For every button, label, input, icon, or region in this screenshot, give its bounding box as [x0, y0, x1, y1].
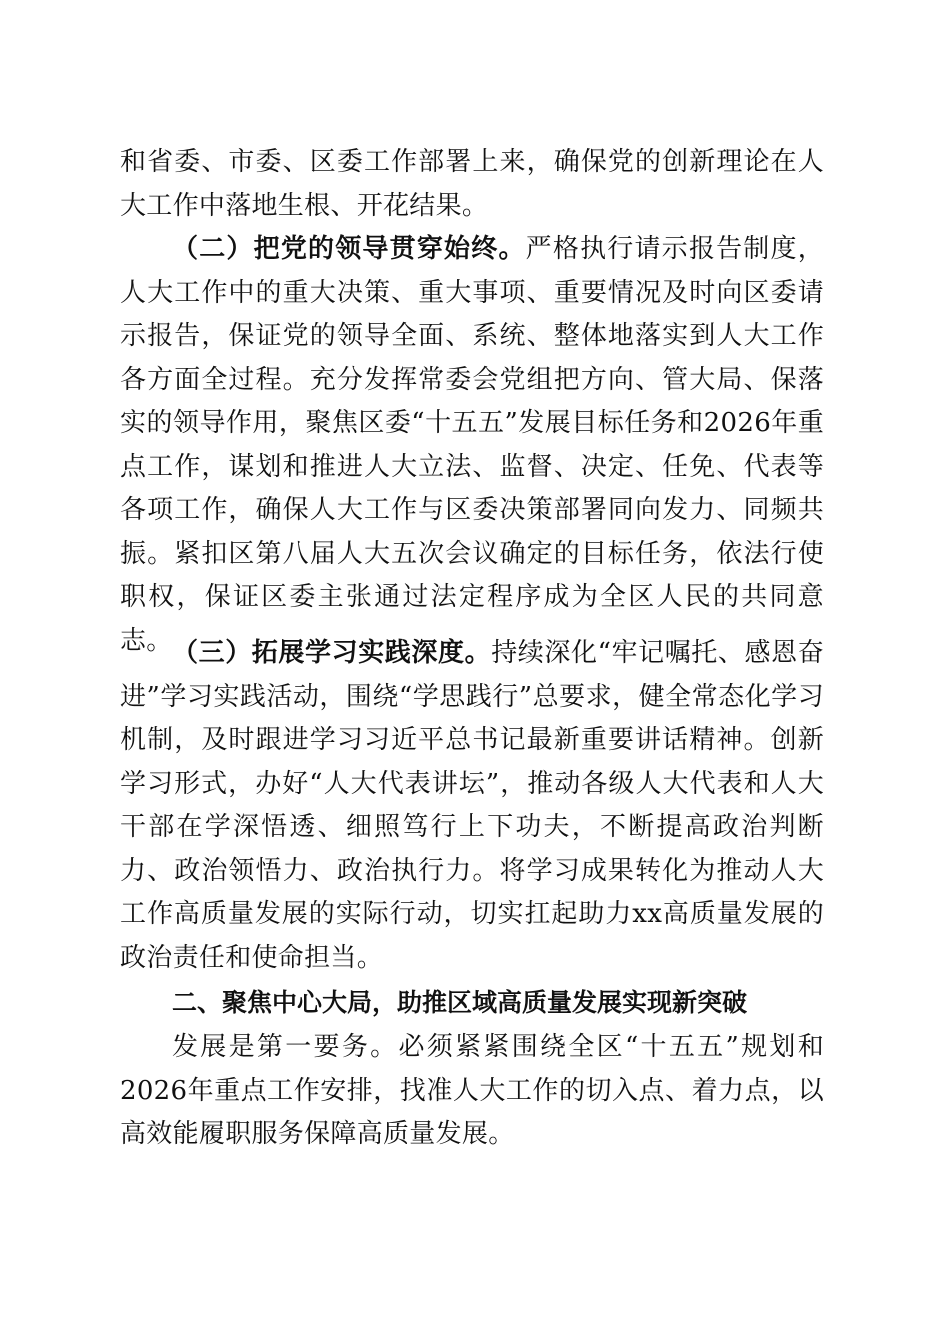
- paragraph-lead-title: （二）把党的领导贯穿始终。: [172, 234, 526, 264]
- paragraph-text: 严格执行请示报告制度，人大工作中的重大决策、重大事项、重要情况及时向区委请示报告，保证党的领导全面、系统、整体地落实到人大工作各方面全过程。充分发挥常委会党组把方向、管大局、保落实的领导作用，聚焦区委“十五五”发展目标任务和2026年重点工作，谋划和推进人大立法、监督、决定、任免、代表等各项工作，确保人大工作与区委决策部署同向发力、同频共振。紧扣区第八届人大五次会议确定的目标任务，依法行使职权，保证区委主张通过法定程序成为全区人民的共同意志。: [120, 234, 824, 656]
- paragraph-continuation: [120, 141, 824, 228]
- paragraph-text: 和省委、市委、区委工作部署上来，确保党的创新理论在人大工作中落地生根、开花结果。: [120, 147, 824, 221]
- paragraph-development: [120, 1026, 824, 1157]
- paragraph-text: 持续深化“牢记嘱托、感恩奋进”学习实践活动，围绕“学思践行”总要求，健全常态化学习机制，及时跟进学习习近平总书记最新重要讲话精神。创新学习形式，办好“人大代表讲坛”，推动各级人大代表和人大干部在学深悟透、细照笃行上下功夫，不断提高政治判断力、政治领悟力、政治执行力。将学习成果转化为推动人大工作高质量发展的实际行动，切实扛起助力xx高质量发展的政治责任和使命担当。: [120, 638, 824, 973]
- section-heading: 二、聚焦中心大局，助推区域高质量发展实现新突破: [172, 988, 748, 1017]
- paragraph-lead-title: （三）拓展学习实践深度。: [172, 638, 492, 668]
- paragraph-party-leadership: [120, 228, 824, 663]
- paragraph-study-practice: [120, 632, 824, 980]
- paragraph-text: 发展是第一要务。必须紧紧围绕全区“十五五”规划和2026年重点工作安排，找准人大工作的切入点、着力点，以高效能履职服务保障高质量发展。: [120, 1032, 824, 1149]
